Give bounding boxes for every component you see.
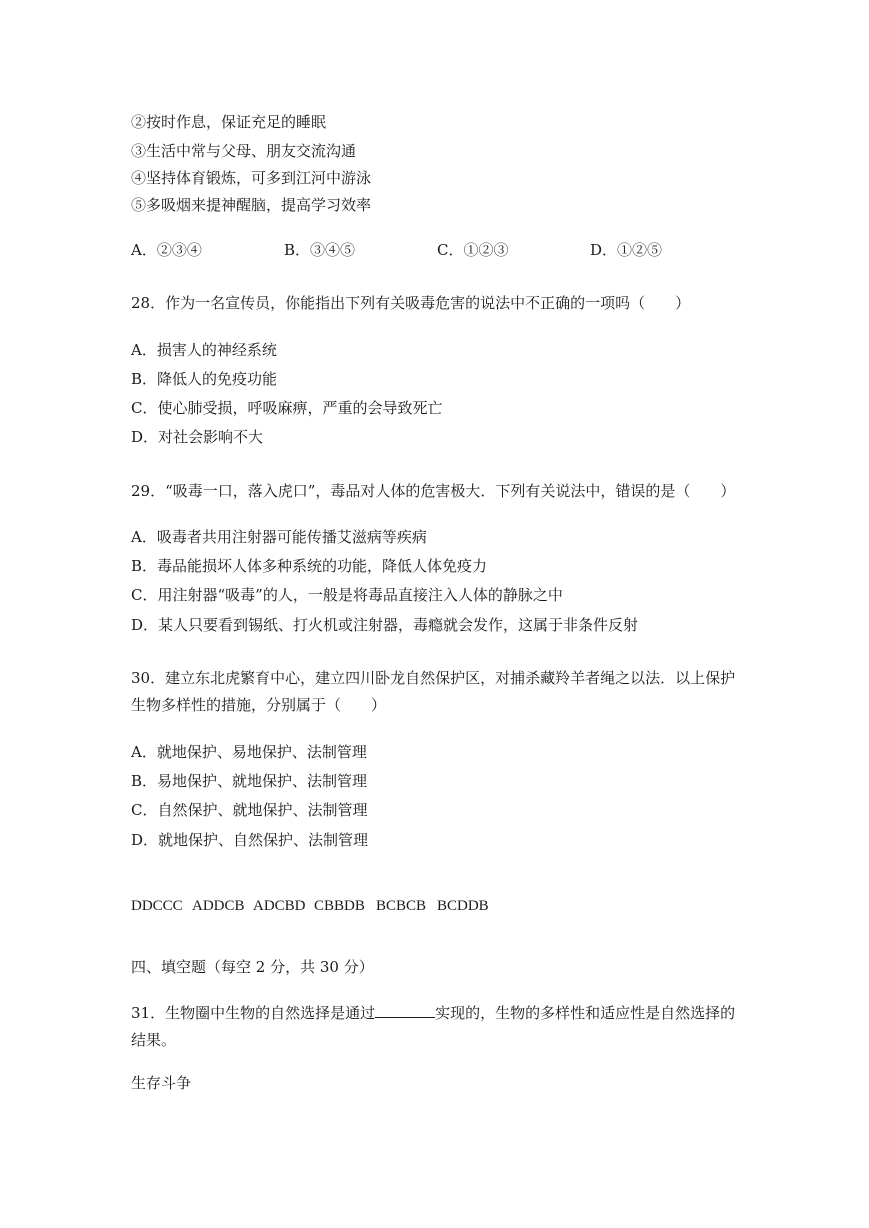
q30-stem-line2: 生物多样性的措施，分别属于（ ） [131,696,387,714]
q30-option-d: D．就地保护、自然保护、法制管理 [131,831,369,849]
q27-item-5: ⑤多吸烟来提神醒脑，提高学习效率 [131,196,372,214]
q28-stem: 28．作为一名宣传员，你能指出下列有关吸毒危害的说法中不正确的一项吗（ ） [131,294,691,312]
q28-option-a: A．损害人的神经系统 [131,341,277,359]
q31-stem-line2: 结果。 [131,1031,177,1049]
q28-option-b: B．降低人的免疫功能 [131,370,278,388]
q29-option-c: C．用注射器“吸毒”的人，一般是将毒品直接注入人体的静脉之中 [131,586,563,604]
q29-stem: 29．“吸毒一口，落入虎口”，毒品对人体的危害极大．下列有关说法中，错误的是（ ） [131,482,736,500]
q30-option-c: C．自然保护、就地保护、法制管理 [131,801,368,819]
answer-group-5: BCBCB [376,898,427,914]
q29-option-b: B．毒品能损坏人体多种系统的功能，降低人体免疫力 [131,557,488,575]
q27-option-b: B．③④⑤ [284,241,356,259]
q31-stem-part2: 实现的，生物的多样性和适应性是自然选择的 [435,1004,736,1022]
answer-group-4: CBBDB [314,898,365,914]
q30-option-a: A．就地保护、易地保护、法制管理 [131,743,367,761]
q27-option-d: D．①②⑤ [590,241,663,259]
q27-item-3: ③生活中常与父母、朋友交流沟通 [131,142,357,160]
q31-answer: 生存斗争 [131,1074,192,1092]
q27-item-4: ④坚持体育锻炼，可多到江河中游泳 [131,169,372,187]
q30-option-b: B．易地保护、就地保护、法制管理 [131,772,368,790]
q30-stem-line1: 30．建立东北虎繁育中心，建立四川卧龙自然保护区，对捕杀藏羚羊者绳之以法．以上保护 [131,669,736,687]
section-title: 四、填空题（每空 2 分，共 30 分） [131,958,374,976]
q27-option-c: C．①②③ [437,241,509,259]
q28-option-d: D．对社会影响不大 [131,428,264,446]
q28-option-c: C．使心肺受损，呼吸麻痹，严重的会导致死亡 [131,399,443,417]
q29-option-d: D．某人只要看到锡纸、打火机或注射器，毒瘾就会发作，这属于非条件反射 [131,616,639,634]
q29-option-a: A．吸毒者共用注射器可能传播艾滋病等疾病 [131,528,427,546]
q27-option-a: A．②③④ [131,241,202,259]
q31-answer-blank [375,1003,435,1018]
answer-group-2: ADDCB [192,898,245,914]
answer-group-6: BCDDB [437,898,489,914]
q31-stem-part1: 31．生物圈中生物的自然选择是通过 [131,1004,376,1022]
q31-stem-line1 [131,1003,735,1023]
answer-group-1: DDCCC [131,898,183,914]
q27-item-2: ②按时作息，保证充足的睡眠 [131,113,327,131]
q27-options [131,240,731,260]
answer-group-3: ADCBD [253,898,306,914]
